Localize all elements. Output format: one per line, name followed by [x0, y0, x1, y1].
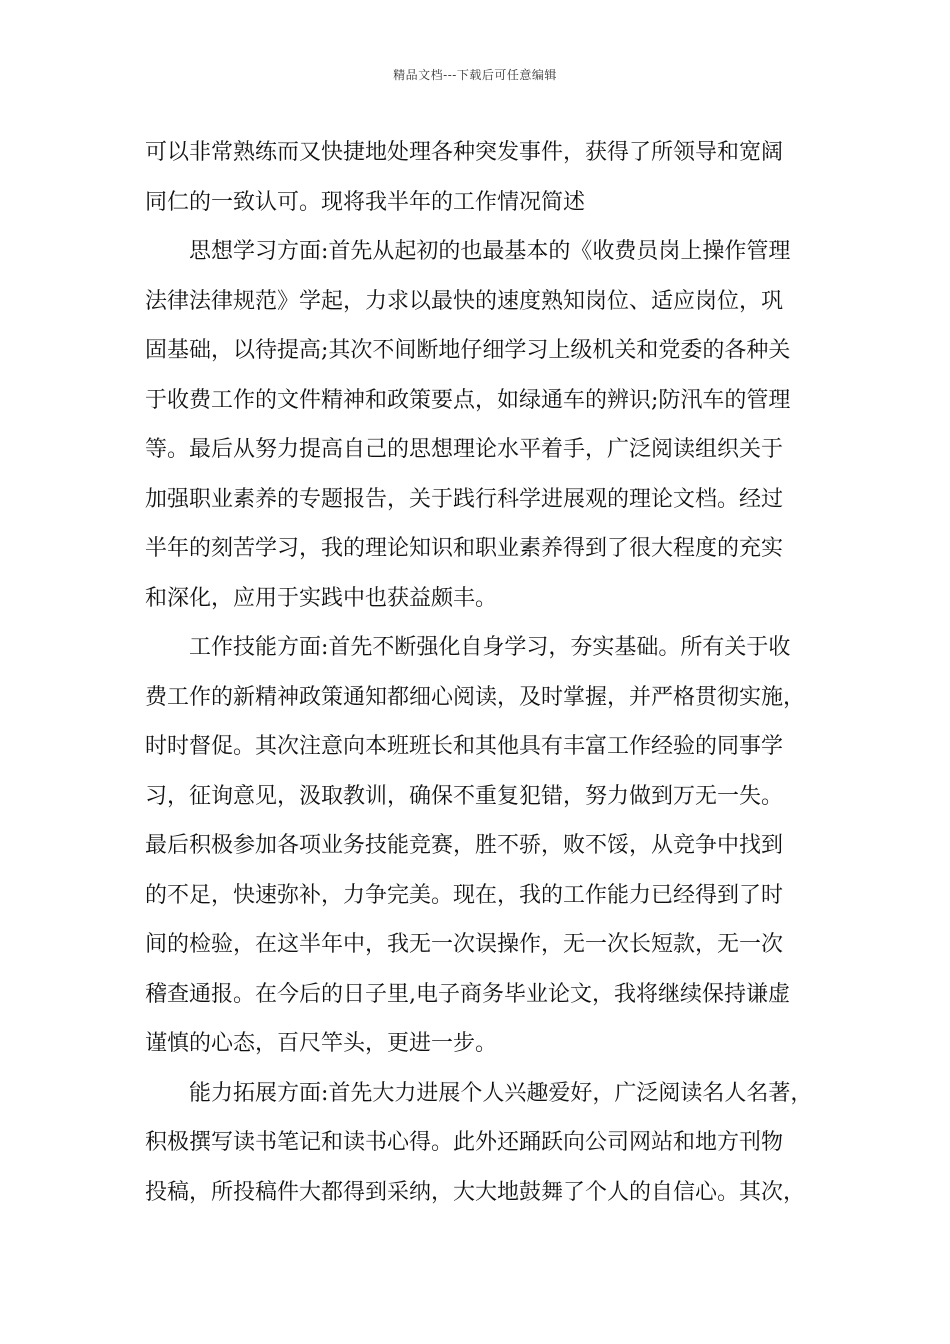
document-body: [145, 128, 823, 1217]
text-line: 谨慎的心态，百尺竿头，更进一步。: [145, 1031, 498, 1056]
text-line: 思想学习方面:首先从起初的也最基本的《收费员岗上操作管理: [189, 239, 791, 264]
text-line: 等。最后从努力提高自己的思想理论水平着手，广泛阅读组织关于: [145, 437, 784, 462]
text-line: 间的检验，在这半年中，我无一次误操作，无一次长短款，无一次: [145, 932, 784, 957]
text-line: 法律法律规范》学起，力求以最快的速度熟知岗位、适应岗位，巩: [145, 288, 784, 314]
text-line: 和深化，应用于实践中也获益颇丰。: [145, 585, 498, 611]
text-line: 可以非常熟练而又快捷地处理各种突发事件，获得了所领导和宽阔: [145, 140, 784, 165]
text-line: 最后积极参加各项业务技能竞赛，胜不骄，败不馁，从竞争中找到: [145, 833, 784, 858]
text-line: 能力拓展方面:首先大力进展个人兴趣爱好，广泛阅读名人名著，: [189, 1080, 813, 1106]
text-line: 费工作的新精神政策通知都细心阅读，及时掌握，并严格贯彻实施，: [145, 684, 806, 710]
text-line: 固基础，以待提高;其次不间断地仔细学习上级机关和党委的各种关: [145, 338, 791, 363]
text-line: 工作技能方面:首先不断强化自身学习，夯实基础。所有关于收: [189, 635, 791, 660]
paragraph: [145, 623, 823, 1069]
text-line: 半年的刻苦学习，我的理论知识和职业素养得到了很大程度的充实: [145, 536, 784, 561]
text-line: 的不足，快速弥补，力争完美。现在，我的工作能力已经得到了时: [145, 882, 784, 908]
paragraph: [145, 128, 823, 227]
text-line: 于收费工作的文件精神和政策要点，如绿通车的辨识;防汛车的管理: [145, 387, 791, 413]
text-line: 同仁的一致认可。现将我半年的工作情况简述: [145, 189, 586, 215]
text-line: 时时督促。其次注意向本班班长和其他具有丰富工作经验的同事学: [145, 734, 784, 759]
paragraph: [145, 227, 823, 623]
text-line: 积极撰写读书笔记和读书心得。此外还踊跃向公司网站和地方刊物: [145, 1130, 784, 1155]
text-line: 加强职业素养的专题报告，关于践行科学进展观的理论文档。经过: [145, 486, 784, 512]
text-line: 投稿，所投稿件大都得到采纳，大大地鼓舞了个人的自信心。其次，: [145, 1179, 806, 1205]
text-line: 稽查通报。在今后的日子里,电子商务毕业论文，我将继续保持谦虚: [145, 981, 790, 1007]
paragraph: [145, 1069, 823, 1218]
text-line: 习，征询意见，汲取教训，确保不重复犯错，努力做到万无一失。: [145, 783, 784, 809]
page-header: 精品文档---下载后可任意编辑: [393, 68, 557, 82]
